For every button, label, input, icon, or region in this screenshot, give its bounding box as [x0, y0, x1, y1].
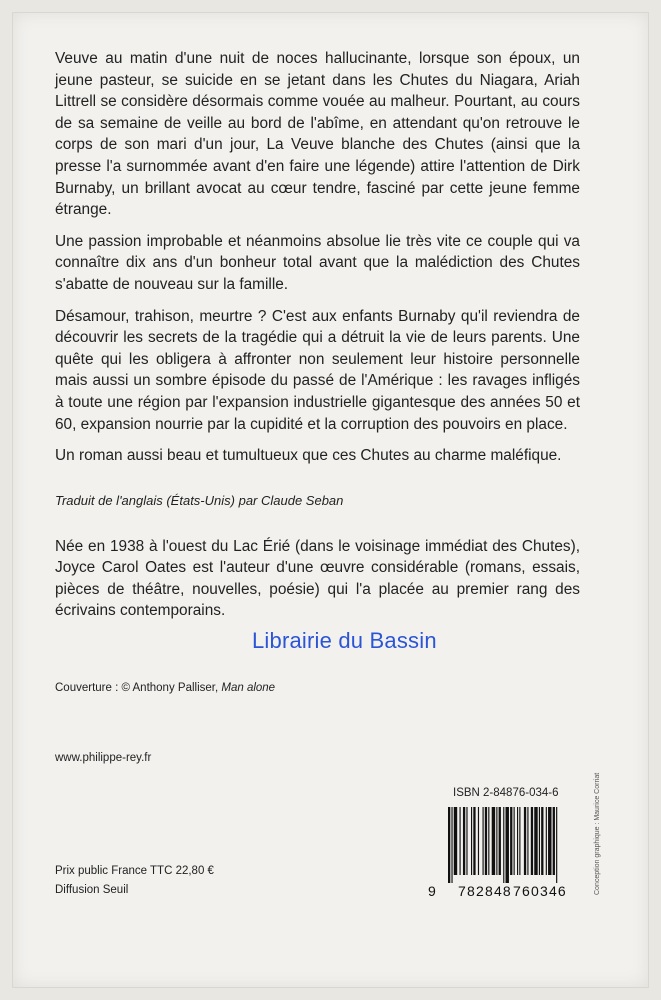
barcode-bars [448, 807, 588, 883]
synopsis-paragraph-4: Un roman aussi beau et tumultueux que ces Chutes au charme maléfique. [55, 447, 562, 465]
cover-artwork-title: Man alone [221, 682, 276, 694]
isbn: ISBN 2-84876-034-6 [453, 787, 559, 799]
synopsis-paragraph-3: Désamour, trahison, meurtre ? C'est aux enfants Burnaby qu'il reviendra de découvrir les secrets de la tragédie qui a détruit la vie de leurs parents. Une quête qui les obligera à affronter non seulement leur histoire personnelle mais aussi un sombre épisode du passé de l'Amérique : les ravages infligés à toute une région par l'expansion industrielle gigantesque des années 50 et 60, expansion nourrie par la cupidité et la corruption des pouvoirs en place. [55, 307, 580, 433]
barcode-digits-left: 782848 [458, 883, 512, 899]
back-cover-text [55, 48, 580, 622]
cover-credit-prefix: Couverture : © Anthony Palliser, [55, 682, 222, 694]
bookstore-watermark: Librairie du Bassin [252, 628, 437, 653]
publisher-website: www.philippe-rey.fr [55, 752, 152, 764]
design-credit: Conception graphique : Maurice Corriat [594, 772, 601, 895]
barcode-digits-right: 760346 [513, 883, 567, 899]
synopsis-paragraph-1: Veuve au matin d'une nuit de noces hallucinante, lorsque son époux, un jeune pasteur, se suicide en se jetant dans les Chutes du Niagara, Ariah Littrell se considère désormais comme vouée au malheur. Pourtant, au cours de sa semaine de veille au bord de l'abîme, en attendant qu'on retrouve le corps de son mari d'un jour, La Veuve blanche des Chutes (ainsi que la presse l'a surnommée avant d'en faire une légende) attire l'attention de Dirk Burnaby, un brillant avocat au cœur tendre, fasciné par cette jeune femme étrange. [55, 50, 580, 219]
price: Prix public France TTC 22,80 € [55, 865, 214, 877]
barcode-digit-first: 9 [428, 883, 437, 899]
synopsis-paragraph-2: Une passion improbable et néanmoins absolue lie très vite ce couple qui va connaître dix ans d'un bonheur total avant que la malédiction des Chutes s'abatte de nouveau sur la famille. [55, 232, 580, 293]
author-bio: Née en 1938 à l'ouest du Lac Érié (dans le voisinage immédiat des Chutes), Joyce Carol Oates est l'auteur d'une œuvre considérable (romans, essais, pièces de théâtre, nouvelles, poésie) qui l'a placée au premier rang des écrivains contemporains. [55, 537, 580, 620]
barcode [428, 807, 588, 899]
cover-credit [55, 682, 275, 694]
translator-credit: Traduit de l'anglais (États-Unis) par Claude Seban [55, 492, 344, 508]
price-block [55, 862, 214, 900]
distribution: Diffusion Seuil [55, 884, 129, 896]
